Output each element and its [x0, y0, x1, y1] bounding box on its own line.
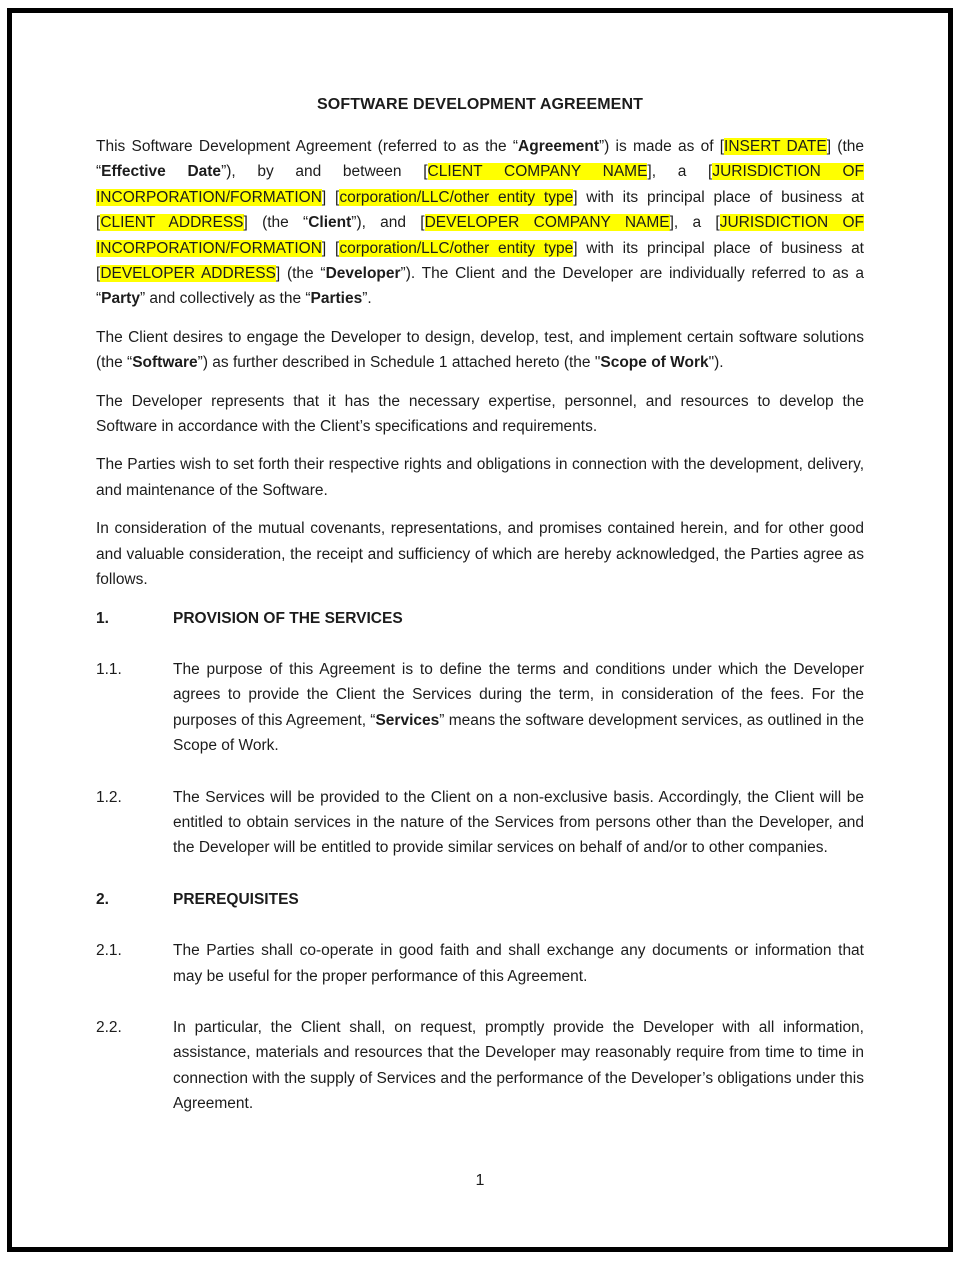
placeholder-highlight: corporation/LLC/other entity type	[339, 239, 574, 257]
text-run: The Services will be provided to the Client on a non-exclusive basis. Accordingly, the Client will be entitled to obtain services in the nature of the Services from persons other than the Developer, and the Developer will be entitled to provide similar services on behalf of and/or to other companies.	[173, 788, 864, 857]
text-run: In consideration of the mutual covenants, representations, and promises contained herein, and for other good and valuable consideration, the receipt and sufficiency of which are hereby acknowledged, the Parties agree as follows.	[96, 520, 864, 589]
text-run: ] [	[321, 188, 340, 206]
text-run: The Client desires to engage the Developer to design, develop, test, and implement certain software solutions (the “	[96, 328, 864, 372]
text-run: ”), and [	[351, 214, 425, 232]
text-run: ] [	[321, 239, 340, 257]
text-run: Scope of Work	[600, 354, 709, 372]
section-heading	[96, 887, 864, 912]
paragraph	[96, 325, 864, 376]
text-run: In particular, the Client shall, on request, promptly provide the Developer with all information, assistance, materials and resources that the Developer may reasonably require from time to time in connection with the supply of Services and the performance of the Developer’s obligations under this Agreement.	[173, 1018, 864, 1113]
text-run: Software	[132, 354, 198, 372]
text-run: ] (the “	[96, 138, 864, 181]
text-run: This Software Development Agreement (referred to as the “	[96, 138, 519, 155]
paragraph	[96, 134, 864, 312]
placeholder-highlight: JURISDICTION OF INCORPORATION/FORMATION	[96, 163, 865, 206]
text-run: ”), by and between [	[221, 163, 428, 181]
clause-text	[173, 938, 864, 989]
clause-number: 1.	[96, 609, 109, 627]
text-run: ] (the “	[243, 214, 309, 232]
page-number: 1	[475, 1172, 485, 1189]
text-run: Agreement	[518, 138, 599, 155]
clause	[96, 1015, 864, 1117]
text-run: Client	[308, 214, 352, 232]
paragraph	[96, 452, 864, 503]
text-run: ], a [	[647, 163, 713, 181]
section-heading-label: PREREQUISITES	[173, 890, 299, 908]
text-run: ] (the “	[275, 265, 326, 283]
placeholder-highlight: JURISDICTION OF INCORPORATION/FORMATION	[96, 214, 864, 257]
text-run: The Parties wish to set forth their respective rights and obligations in connection with the development, delivery, and maintenance of the Software.	[96, 456, 864, 499]
text-run: ”). The Client and the Developer are individually referred to as a “	[96, 265, 864, 308]
text-run: ” means the software development services, as outlined in the Scope of Work.	[173, 711, 865, 755]
paragraph	[96, 516, 864, 592]
text-run: ”.	[362, 290, 372, 308]
placeholder-highlight: INSERT DATE	[724, 138, 827, 155]
placeholder-highlight: CLIENT COMPANY NAME	[427, 163, 648, 181]
clause-number: 1.1.	[96, 660, 122, 678]
text-run: ], a [	[669, 214, 720, 232]
text-run: Developer	[325, 265, 401, 283]
placeholder-highlight: DEVELOPER COMPANY NAME	[424, 214, 670, 232]
document-title: SOFTWARE DEVELOPMENT AGREEMENT	[317, 96, 643, 113]
text-run: ”) as further described in Schedule 1 attached hereto (the "	[197, 354, 601, 372]
text-run: Party	[101, 290, 140, 308]
clause-number: 2.2.	[96, 1018, 122, 1036]
text-run: ] with its principal place of business at [	[96, 239, 864, 283]
clause-number: 1.2.	[96, 788, 122, 806]
document-content	[96, 96, 864, 1143]
text-run: ] with its principal place of business at [	[96, 188, 864, 232]
clause-text	[173, 657, 864, 759]
text-run: Effective Date	[101, 163, 222, 181]
clause-number: 2.1.	[96, 942, 122, 960]
clause	[96, 657, 864, 759]
text-run: The Parties shall co-operate in good faith and shall exchange any documents or information that may be useful for the proper performance of this Agreement.	[173, 942, 864, 985]
clause-text	[173, 1015, 864, 1117]
section-heading	[96, 606, 864, 631]
clause	[96, 938, 864, 989]
paragraph	[96, 389, 864, 440]
text-run: ").	[708, 354, 724, 372]
placeholder-highlight: DEVELOPER ADDRESS	[100, 265, 276, 283]
text-run: Services	[375, 711, 440, 729]
placeholder-highlight: corporation/LLC/other entity type	[339, 188, 574, 206]
text-run: The purpose of this Agreement is to define the terms and conditions under which the Developer agrees to provide the Client the Services during the term, in consideration of the fees. For the purposes of this Agreement, “	[173, 660, 864, 729]
text-run: ”) is made as of [	[599, 138, 725, 155]
document-body	[96, 134, 864, 1117]
text-run: ” and collectively as the “	[139, 290, 311, 308]
section-heading-label: PROVISION OF THE SERVICES	[173, 609, 403, 627]
text-run: Parties	[310, 290, 363, 308]
clause	[96, 785, 864, 861]
clause-text	[173, 785, 864, 861]
clause-number: 2.	[96, 890, 109, 908]
text-run: The Developer represents that it has the necessary expertise, personnel, and resources to develop the Software in accordance with the Client’s specifications and requirements.	[96, 392, 864, 436]
placeholder-highlight: CLIENT ADDRESS	[100, 214, 244, 232]
